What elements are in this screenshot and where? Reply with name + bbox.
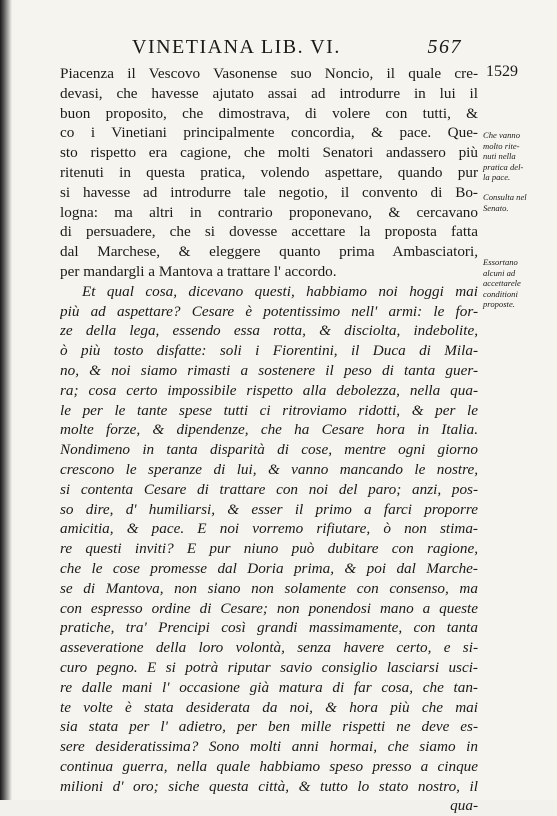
text-line: re questi inviti? E pur niuno può dubitare con ragione, bbox=[60, 540, 478, 558]
text-line: di persuadere, che si dovesse accettare la proposta fatta bbox=[60, 223, 478, 241]
margin-note-line: Consulta nel bbox=[483, 192, 527, 202]
binding-shadow bbox=[0, 0, 12, 800]
text-line: Piacenza il Vescovo Vasonense suo Noncio, il quale cre- bbox=[60, 65, 478, 82]
paragraph-2 bbox=[60, 282, 478, 816]
margin-note-line: molto rite- bbox=[483, 140, 520, 151]
page-number: 567 bbox=[427, 36, 462, 58]
text-line: molte forze, & dipendenze, che ha Cesare hora in Italia. bbox=[60, 421, 478, 439]
text-line: continua guerra, nella quale habbiamo speso presso a cinque bbox=[60, 757, 478, 775]
text-line: più ad aspettare? Cesare è potentissimo nell' armi: le for- bbox=[60, 302, 478, 320]
text-line: so dire, d' humiliarsi, & esser il primo a farci proporre bbox=[60, 500, 478, 518]
text-line: ze della lega, essendo essa rotta, & disciolta, indebolite, bbox=[60, 322, 478, 340]
text-line: logna: ma altri in contrario proponevano, & cercavano bbox=[60, 203, 478, 221]
text-line: Nondimeno in tanta disparità di cose, mentre ogni giorno bbox=[60, 441, 478, 459]
text-line: ò più tosto disfatte: soli i Fiorentini, il Duca di Mila- bbox=[60, 342, 478, 360]
text-line: ra; cosa certo impossibile rispetto alla debolezza, nella qua- bbox=[60, 381, 478, 399]
margin-note-line: proposte. bbox=[483, 299, 515, 310]
margin-note-line: Che vanno bbox=[483, 130, 520, 140]
margin-note bbox=[483, 130, 551, 183]
text-line: dal Marchese, & eleggere quanto prima Ambasciatori, bbox=[60, 243, 478, 261]
text-line: le per le tante spese tutti ci ritroviamo ridotti, & per le bbox=[60, 401, 478, 419]
margin-note bbox=[483, 192, 551, 213]
text-line: crescono le speranze di lui, & vanno mancando le nostre, bbox=[60, 460, 478, 478]
text-line: devasi, che havesse ajutato assai ad introdurre in lui il bbox=[60, 84, 478, 102]
paragraph-1 bbox=[60, 64, 478, 282]
text-line: asseveratione della loro volontà, senza havere certo, e si- bbox=[60, 639, 478, 657]
margin-note-line: accettarele bbox=[483, 278, 521, 289]
text-line: buon proposito, che dimostrava, di volere con tutti, & bbox=[60, 104, 478, 122]
text-line: si havesse ad introdurre tale negotio, il convento di Bo- bbox=[60, 183, 478, 201]
margin-note-line: Senato. bbox=[483, 202, 509, 213]
text-line: te volte è stata desiderata da noi, & hora più che mai bbox=[60, 698, 478, 716]
text-line: con espresso ordine di Cesare; non ponendosi mano a queste bbox=[60, 599, 478, 617]
text-line: co i Vinetiani principalmente concordia, & pace. Que- bbox=[60, 124, 478, 142]
text-line: sia stata per l' adietro, per ben mille rispetti ne deve es- bbox=[60, 718, 478, 736]
text-line: ritenuti in questa pratica, volendo aspettare, quando pur bbox=[60, 163, 478, 181]
margin-note-line: pratica del- bbox=[483, 161, 524, 172]
text-line: si contenta Cesare di trattare con noi del paro; anzi, pos- bbox=[60, 480, 478, 498]
running-title: VINETIANA LIB. VI. bbox=[132, 36, 341, 58]
text-line: re dalle mani l' occasione già matura di far cosa, che tan- bbox=[60, 678, 478, 696]
margin-note-line: alcuni ad bbox=[483, 267, 516, 278]
text-line: pratiche, tra' Prencipi così grandi massimamente, con tanta bbox=[60, 619, 478, 637]
margin-note bbox=[483, 257, 551, 310]
text-line: no, & noi siamo rimasti a sostenere il peso di tanta guer- bbox=[60, 361, 478, 379]
page-header bbox=[132, 36, 462, 64]
margin-year: 1529 bbox=[486, 63, 518, 80]
text-line: curo pegno. E si potrà riputar savio consiglio lasciarsi usci- bbox=[60, 658, 478, 676]
margin-note-line: Essortano bbox=[483, 257, 518, 267]
text-line: sto rispetto era cagione, che molti Senatori andassero più bbox=[60, 144, 478, 162]
text-line: per mandargli a Mantova a trattare l' accordo. bbox=[60, 262, 337, 280]
text-line: che le cose promesse dal Doria prima, & poi dal Marche- bbox=[60, 559, 478, 577]
text-line: milioni d' oro; siche questa città, & tutto lo stato nostro, il bbox=[60, 777, 478, 795]
margin-note-line: conditioni bbox=[483, 288, 518, 299]
margin-note-line: nuti nella bbox=[483, 151, 516, 162]
text-line: se di Mantova, non siano non solamente con consenso, ma bbox=[60, 579, 478, 597]
text-line: amicitia, & pace. E noi vorremo rifiutare, ò non stima- bbox=[60, 520, 478, 538]
margin-note-line: la pace. bbox=[483, 172, 511, 183]
text-line: Et qual cosa, dicevano questi, habbiamo noi hoggi mai bbox=[82, 282, 478, 300]
catchword: qua- bbox=[450, 797, 478, 815]
text-line: sere desideratissima? Sono molti anni hormai, che siamo in bbox=[60, 738, 478, 756]
body-text bbox=[60, 64, 478, 816]
